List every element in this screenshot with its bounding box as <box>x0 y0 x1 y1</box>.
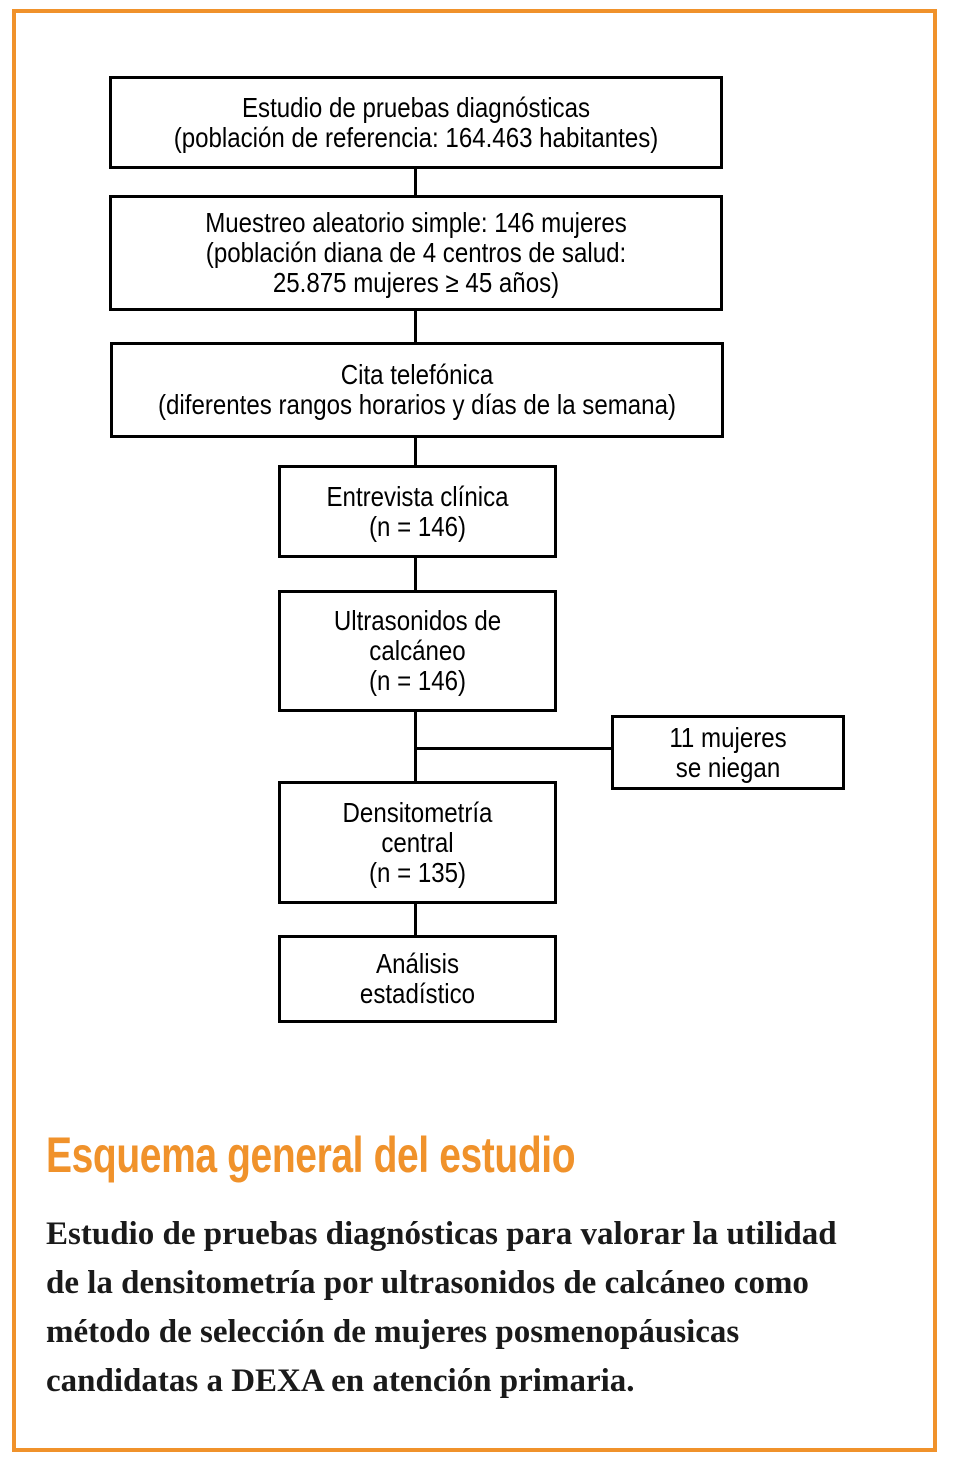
box-entrevista-line1: Entrevista clínica <box>326 480 509 512</box>
box-cita-line2: (diferentes rangos horarios y días de la semana) <box>157 389 676 420</box>
box-estudio-text <box>152 76 680 169</box>
box-cita-text <box>153 342 681 438</box>
box-densitometria-line3: (n = 135) <box>368 856 467 888</box>
box-densitometria-text <box>298 781 538 904</box>
caption-line1: Estudio de pruebas diagnósticas para valorar la utilidad <box>46 1216 837 1252</box>
connector-3-4 <box>414 436 417 467</box>
figure-title: Esquema general del estudio <box>46 1127 576 1183</box>
box-muestreo-line3: 25.875 mujeres ≥ 45 años) <box>272 267 560 298</box>
connector-1-2 <box>414 167 417 197</box>
box-analisis-line2: estadístico <box>359 978 476 1009</box>
box-ultrasonidos-line3: (n = 146) <box>368 665 467 696</box>
box-estudio-line2: (población de referencia: 164.463 habitantes) <box>173 121 659 153</box>
box-densitometria-line1: Densitometría <box>342 796 493 828</box>
box-ultrasonidos-text <box>298 590 538 712</box>
box-ultrasonidos-line1: Ultrasonidos de <box>333 605 502 636</box>
box-entrevista-line2: (n = 146) <box>368 510 467 542</box>
box-ultrasonidos-line2: calcáneo <box>369 635 466 666</box>
connector-side-branch <box>414 747 613 750</box>
connector-4-5 <box>414 556 417 592</box>
box-muestreo-line1: Muestreo aleatorio simple: 146 mujeres <box>205 207 627 238</box>
caption-line3: método de selección de mujeres posmenopáusicas <box>46 1314 740 1350</box>
caption-line4: candidatas a DEXA en atención primaria. <box>46 1363 635 1399</box>
box-muestreo-text <box>152 195 680 311</box>
box-rechazo-line1: 11 mujeres <box>669 721 787 753</box>
box-analisis-line1: Análisis <box>376 948 459 979</box>
figure-caption <box>46 1210 926 1406</box>
box-estudio-line1: Estudio de pruebas diagnósticas <box>241 91 591 123</box>
box-rechazo-line2: se niegan <box>675 751 781 783</box>
box-densitometria-line2: central <box>381 826 454 858</box>
caption-line2: de la densitometría por ultrasonidos de calcáneo como <box>46 1265 809 1301</box>
connector-6-7 <box>414 902 417 937</box>
box-cita-line1: Cita telefónica <box>340 359 494 390</box>
box-analisis-text <box>298 935 538 1023</box>
box-rechazo-text <box>627 715 828 790</box>
connector-2-3 <box>414 309 417 344</box>
box-muestreo-line2: (población diana de 4 centros de salud: <box>205 237 627 268</box>
box-entrevista-text <box>298 465 538 558</box>
